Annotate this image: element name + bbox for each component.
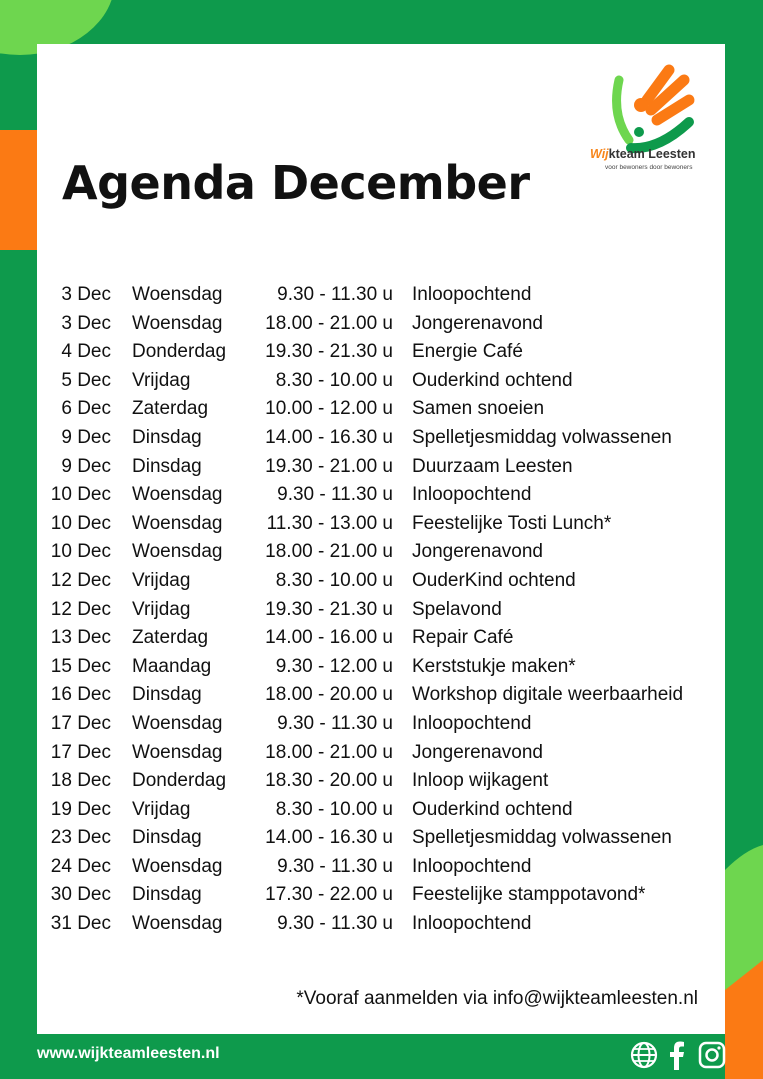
globe-icon[interactable] (629, 1040, 659, 1070)
event-name: Jongerenavond (412, 541, 543, 563)
event-day: Vrijdag (132, 598, 191, 620)
event-time: 18.30 - 20.00 u (265, 770, 393, 792)
event-name: OuderKind ochtend (412, 569, 576, 591)
event-date: 17 Dec (50, 712, 111, 734)
event-time: 19.30 - 21.00 u (265, 455, 393, 477)
event-date: 13 Dec (50, 627, 111, 649)
wijkteam-logo (589, 60, 709, 180)
event-day: Donderdag (132, 770, 227, 792)
agenda-row (37, 684, 725, 713)
event-date: 12 Dec (50, 598, 111, 620)
agenda-row (37, 627, 725, 656)
facebook-icon[interactable] (666, 1040, 688, 1070)
event-time: 18.00 - 21.00 u (265, 541, 393, 563)
agenda-row (37, 484, 725, 513)
event-name: Jongerenavond (412, 312, 543, 334)
agenda-row (37, 913, 725, 942)
agenda-row (37, 541, 725, 570)
agenda-row (37, 313, 725, 342)
event-date: 15 Dec (50, 655, 111, 677)
event-time: 9.30 - 11.30 u (277, 484, 393, 506)
event-day: Dinsdag (132, 455, 202, 477)
logo-name-rest: kteam Leesten (608, 147, 696, 161)
event-time: 19.30 - 21.30 u (265, 598, 393, 620)
event-day: Vrijdag (132, 798, 191, 820)
event-date: 24 Dec (50, 855, 111, 877)
event-name: Inloop wijkagent (412, 770, 549, 792)
event-day: Woensdag (132, 541, 223, 563)
agenda-row (37, 713, 725, 742)
event-time: 14.00 - 16.00 u (265, 627, 393, 649)
agenda-row (37, 570, 725, 599)
event-name: Inloopochtend (412, 284, 532, 305)
event-name: Jongerenavond (412, 741, 543, 763)
agenda-row (37, 456, 725, 485)
event-day: Zaterdag (132, 627, 209, 649)
event-day: Zaterdag (132, 398, 209, 420)
event-day: Woensdag (132, 312, 223, 334)
event-name: Duurzaam Leesten (412, 455, 573, 477)
event-date: 9 Dec (61, 455, 111, 477)
event-name: Inloopochtend (412, 484, 532, 506)
event-day: Woensdag (132, 741, 223, 763)
event-name: Inloopochtend (412, 855, 532, 877)
event-time: 18.00 - 21.00 u (265, 312, 393, 334)
event-time: 9.30 - 11.30 u (277, 712, 393, 734)
event-day: Woensdag (132, 913, 223, 935)
event-name: Spelletjesmiddag volwassenen (412, 426, 672, 448)
event-day: Woensdag (132, 484, 223, 506)
event-date: 31 Dec (50, 913, 111, 935)
agenda-row (37, 656, 725, 685)
event-date: 10 Dec (50, 541, 111, 563)
event-date: 6 Dec (61, 398, 111, 420)
logo-tagline: voor bewoners door bewoners (605, 164, 693, 171)
instagram-icon[interactable] (697, 1040, 727, 1070)
event-time: 17.30 - 22.00 u (265, 884, 393, 906)
event-time: 9.30 - 11.30 u (277, 284, 393, 305)
event-time: 10.00 - 12.00 u (265, 398, 393, 420)
event-day: Vrijdag (132, 369, 191, 391)
agenda-row (37, 398, 725, 427)
event-day: Woensdag (132, 512, 223, 534)
event-time: 18.00 - 21.00 u (265, 741, 393, 763)
logo-name-prefix: Wij (590, 147, 609, 161)
event-date: 9 Dec (61, 426, 111, 448)
logo-name (590, 147, 696, 161)
agenda-row (37, 370, 725, 399)
event-day: Woensdag (132, 712, 223, 734)
event-date: 3 Dec (61, 284, 111, 305)
event-time: 14.00 - 16.30 u (265, 827, 393, 849)
event-day: Donderdag (132, 341, 227, 363)
agenda-row (37, 856, 725, 885)
event-time: 9.30 - 12.00 u (275, 655, 393, 677)
event-date: 3 Dec (61, 312, 111, 334)
event-name: Ouderkind ochtend (412, 798, 573, 820)
event-time: 8.30 - 10.00 u (275, 798, 393, 820)
event-name: Energie Café (412, 341, 523, 363)
event-date: 5 Dec (61, 369, 111, 391)
event-date: 23 Dec (50, 827, 111, 849)
event-date: 17 Dec (50, 741, 111, 763)
agenda-card (37, 44, 725, 1034)
event-date: 10 Dec (50, 512, 111, 534)
event-date: 4 Dec (61, 341, 111, 363)
event-day: Woensdag (132, 284, 223, 305)
agenda-row (37, 341, 725, 370)
event-name: Inloopochtend (412, 712, 532, 734)
event-name: Inloopochtend (412, 913, 532, 935)
agenda-row (37, 799, 725, 828)
event-name: Spelletjesmiddag volwassenen (412, 827, 672, 849)
event-time: 18.00 - 20.00 u (265, 684, 393, 706)
agenda-row (37, 884, 725, 913)
event-day: Vrijdag (132, 569, 191, 591)
event-date: 19 Dec (50, 798, 111, 820)
website-link[interactable]: www.wijkteamleesten.nl (37, 1045, 220, 1062)
event-time: 9.30 - 11.30 u (277, 855, 393, 877)
agenda-row (37, 513, 725, 542)
event-day: Woensdag (132, 855, 223, 877)
event-time: 14.00 - 16.30 u (265, 426, 393, 448)
event-name: Ouderkind ochtend (412, 369, 573, 391)
event-day: Dinsdag (132, 827, 202, 849)
agenda-list (37, 284, 725, 942)
event-name: Feestelijke Tosti Lunch* (412, 512, 612, 534)
event-day: Dinsdag (132, 684, 202, 706)
agenda-row (37, 827, 725, 856)
event-name: Spelavond (412, 598, 502, 620)
event-date: 18 Dec (50, 770, 111, 792)
agenda-row (37, 742, 725, 771)
event-name: Kerststukje maken* (412, 655, 576, 677)
event-day: Dinsdag (132, 426, 202, 448)
event-time: 8.30 - 10.00 u (275, 369, 393, 391)
registration-note: *Vooraf aanmelden via info@wijkteamleesten.nl (296, 988, 698, 1009)
event-name: Feestelijke stamppotavond* (412, 884, 646, 906)
page-title: Agenda December (62, 156, 530, 210)
agenda-row (37, 770, 725, 799)
event-date: 30 Dec (50, 884, 111, 906)
event-time: 11.30 - 13.00 u (266, 512, 393, 534)
event-day: Dinsdag (132, 884, 202, 906)
event-time: 9.30 - 11.30 u (277, 913, 393, 935)
agenda-row (37, 427, 725, 456)
event-date: 12 Dec (50, 569, 111, 591)
event-time: 8.30 - 10.00 u (275, 569, 393, 591)
event-time: 19.30 - 21.30 u (265, 341, 393, 363)
event-name: Repair Café (412, 627, 514, 649)
agenda-row (37, 599, 725, 628)
event-date: 16 Dec (50, 684, 111, 706)
event-date: 10 Dec (50, 484, 111, 506)
agenda-row (37, 284, 725, 313)
event-name: Workshop digitale weerbaarheid (412, 684, 684, 706)
event-day: Maandag (132, 655, 212, 677)
event-name: Samen snoeien (412, 398, 545, 420)
